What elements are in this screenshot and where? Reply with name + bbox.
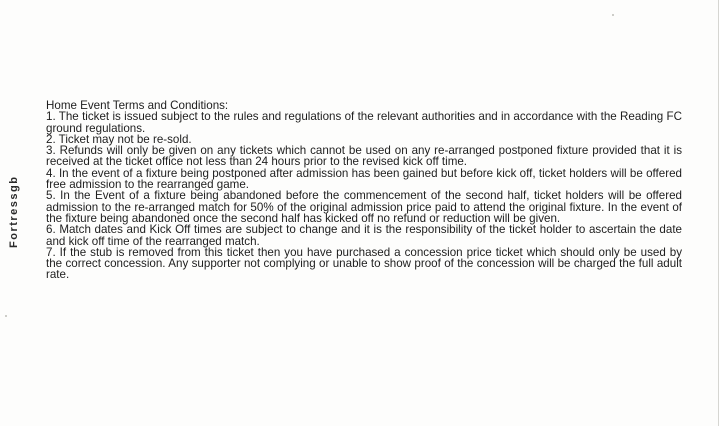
paper-speck (612, 14, 614, 16)
term-item-5: 5. In the Event of a fixture being abandoned before the commencement of the second half, ticket holders will be offered admission to the re-arranged match for 50% of the original admission price paid to attend the original fixture. In the event of the fixture being abandoned once the second half has kicked off no refund or reduction will be given. (46, 189, 682, 225)
terms-and-conditions (46, 100, 682, 281)
term-item-6: 6. Match dates and Kick Off times are subject to change and it is the responsibility of the ticket holder to ascertain the date and kick off time of the rearranged match. (46, 223, 682, 248)
term-item-3: 3. Refunds will only be given on any tickets which cannot be used on any re-arranged postponed fixture provided that it is received at the ticket office not less than 24 hours prior to the revised kick off time. (46, 144, 682, 169)
term-item-7: 7. If the stub is removed from this ticket then you have purchased a concession price ticket which should only be used by the correct concession. Any supporter not complying or unable to show proof of the concession will be charged the full adult rate. (46, 245, 682, 282)
term-item-1: 1. The ticket is issued subject to the rules and regulations of the relevant authorities and in accordance with the Reading FC ground regulations. (46, 110, 682, 135)
paper-speck (5, 315, 7, 317)
term-item-2: 2. Ticket may not be re-sold. (46, 132, 192, 146)
terms-heading: Home Event Terms and Conditions: (46, 99, 229, 112)
term-item-4: 4. In the event of a fixture being postponed after admission has been gained but before kick off, ticket holders will be offered free admission to the rearranged game. (46, 166, 682, 192)
printer-mark: Fortressgb (8, 175, 20, 248)
